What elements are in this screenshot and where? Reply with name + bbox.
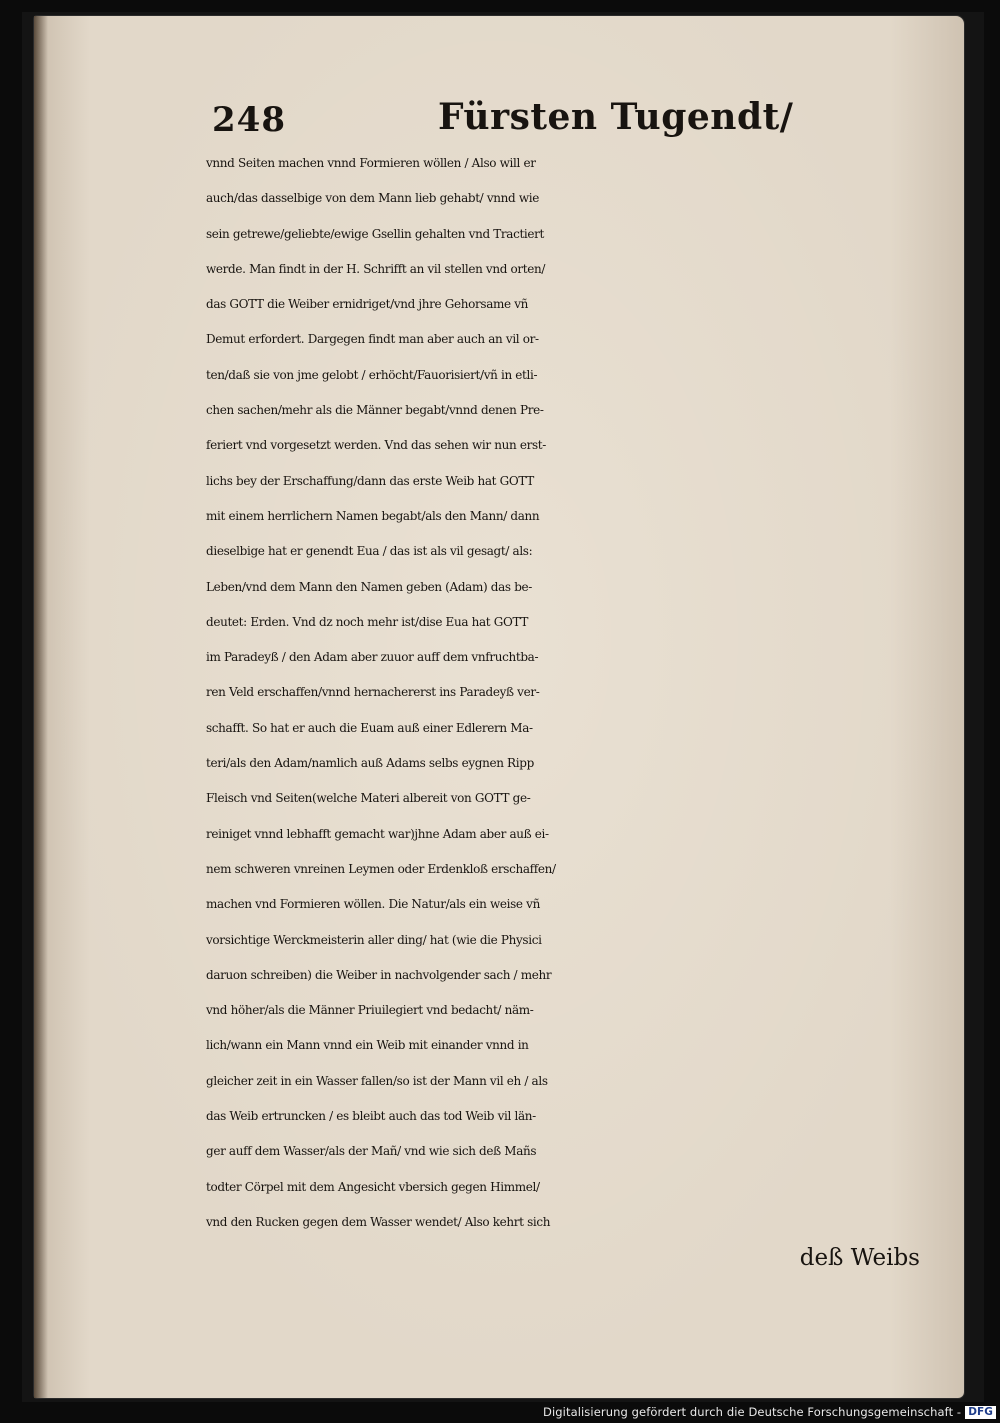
digitization-credit [543, 1405, 996, 1419]
text-line: schafft. So hat er auch die Euam auß einer Edlerern Ma- [206, 720, 533, 735]
text-line: Fleisch vnd Seiten(welche Materi albereit von GOTT ge- [206, 791, 531, 806]
page-number: 248 [212, 100, 286, 140]
text-line: dieselbige hat er genendt Eua / das ist als vil gesagt/ als: [206, 544, 533, 559]
text-line: nem schweren vnreinen Leymen oder Erdenkloß erschaffen/ [206, 861, 556, 876]
running-title: Fürsten Tugendt/ [438, 96, 794, 138]
text-line: ger auff dem Wasser/als der Mañ/ vnd wie sich deß Mañs [206, 1144, 537, 1159]
text-line: feriert vnd vorgesetzt werden. Vnd das sehen wir nun erst- [206, 438, 546, 453]
text-line: todter Cörpel mit dem Angesicht vbersich gegen Himmel/ [206, 1179, 540, 1194]
text-line: chen sachen/mehr als die Männer begabt/vnnd denen Pre- [206, 403, 544, 418]
text-line: machen vnd Formieren wöllen. Die Natur/als ein weise vñ [206, 897, 540, 912]
text-line: vnnd Seiten machen vnnd Formieren wöllen / Also will er [206, 156, 536, 170]
catchword: deß Weibs [799, 1245, 920, 1272]
running-head [206, 96, 926, 144]
body-text [206, 146, 926, 1240]
text-line: auch/das dasselbige von dem Mann lieb gehabt/ vnnd wie [206, 191, 539, 206]
text-line: lichs bey der Erschaffung/dann das erste Weib hat GOTT [206, 473, 534, 488]
text-line: ten/daß sie von jme gelobt / erhöcht/Fauorisiert/vñ in etli- [206, 367, 538, 382]
text-line: vnd höher/als die Männer Priuilegiert vnd bedacht/ näm- [206, 1003, 534, 1018]
text-line: reiniget vnnd lebhafft gemacht war)jhne Adam aber auß ei- [206, 826, 549, 841]
text-line: gleicher zeit in ein Wasser fallen/so ist der Mann vil eh / als [206, 1073, 548, 1088]
text-line: mit einem herrlichern Namen begabt/als den Mann/ dann [206, 508, 540, 523]
text-line: Demut erfordert. Dargegen findt man aber auch an vil or- [206, 332, 539, 347]
page-text-block [206, 96, 926, 1276]
text-line: vorsichtige Werckmeisterin aller ding/ hat (wie die Physici [206, 932, 542, 947]
text-line: daruon schreiben) die Weiber in nachvolgender sach / mehr [206, 967, 552, 982]
text-line: vnd den Rucken gegen dem Wasser wendet/ Also kehrt sich [206, 1214, 551, 1229]
dfg-logo: DFG [965, 1406, 996, 1419]
text-line: ren Veld erschaffen/vnnd hernachererst ins Paradeyß ver- [206, 685, 540, 700]
page-gutter-shadow [34, 16, 48, 1398]
text-line: werde. Man findt in der H. Schrifft an vil stellen vnd orten/ [206, 261, 546, 276]
text-line: im Paradeyß / den Adam aber zuuor auff dem vnfruchtba- [206, 650, 539, 665]
text-line: Leben/vnd dem Mann den Namen geben (Adam) das be- [206, 579, 532, 594]
text-line: lich/wann ein Mann vnnd ein Weib mit einander vnnd in [206, 1038, 529, 1053]
text-line: das GOTT die Weiber ernidriget/vnd jhre Gehorsame vñ [206, 297, 529, 312]
text-line: teri/als den Adam/namlich auß Adams selbs eygnen Ripp [206, 756, 534, 771]
text-line: sein getrewe/geliebte/ewige Gsellin gehalten vnd Tractiert [206, 226, 545, 241]
text-line: das Weib ertruncken / es bleibt auch das tod Weib vil län- [206, 1109, 536, 1124]
credit-text: Digitalisierung gefördert durch die Deutsche Forschungsgemeinschaft - [543, 1405, 962, 1419]
text-line: deutet: Erden. Vnd dz noch mehr ist/dise Eua hat GOTT [206, 614, 528, 629]
